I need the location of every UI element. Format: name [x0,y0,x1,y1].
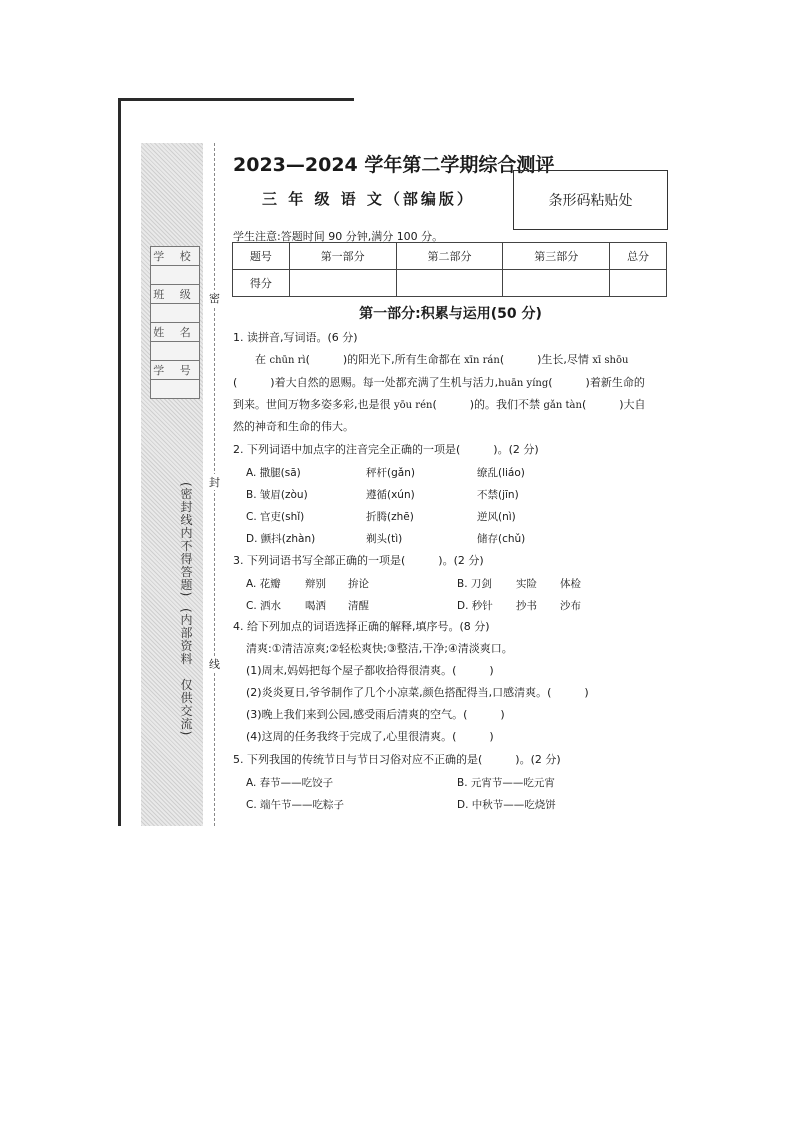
q1-line-4: 然的神奇和生命的伟大。 [233,420,354,433]
q2-prompt: 2. 下列词语中加点字的注音完全正确的一项是( )。(2 分) [233,443,539,456]
q4-item-3[interactable]: (3)晚上我们来到公园,感受雨后清爽的空气。( ) [246,708,505,721]
score-cell-total[interactable] [610,270,667,297]
q2-option-b-word: 不禁(jīn) [477,489,519,501]
q3-option-b[interactable]: B. 刀剑 [457,578,492,590]
school-label: 学 校 [151,247,200,266]
q4-item-4[interactable]: (4)这周的任务我终于完成了,心里很清爽。( ) [246,730,494,743]
q3-word: 实险 [516,578,537,590]
barcode-box [513,170,668,230]
internal-note: (内部资料 仅供交流) [179,608,193,737]
fold-char-line: 线 [209,658,220,671]
q5-option-b[interactable]: B. 元宵节——吃元宵 [457,777,555,789]
q1-line-3 [233,398,646,413]
pinyin: gǎn tàn [543,400,582,411]
q2-option-b[interactable]: B. 皱眉(zòu) [246,489,308,501]
q5-option-d[interactable]: D. 中秋节——吃烧饼 [457,799,556,811]
q1-prompt: 1. 读拼音,写词语。(6 分) [233,331,358,344]
student-id-field[interactable] [151,380,200,399]
q3-word: 喝洒 [305,600,326,612]
q2-option-a-word: 缭乱(liáo) [477,467,525,479]
q1-text: 到来。世间万物多姿多彩,也是很 [233,398,394,411]
name-label: 姓 名 [151,323,200,342]
name-field[interactable] [151,342,200,361]
q2-option-a[interactable]: A. 撒腿(sā) [246,467,301,479]
score-header-part1: 第一部分 [289,243,396,270]
exam-subtitle: 三 年 级 语 文（部编版） [262,190,475,208]
pinyin: chūn rì [269,355,306,366]
q4-definitions: 清爽:①清洁凉爽;②轻松爽快;③整洁,干净;④清淡爽口。 [246,642,513,655]
q1-blank-text[interactable]: ( )的阳光下,所有生命都在 [305,353,465,366]
q5-option-a[interactable]: A. 春节——吃饺子 [246,777,334,789]
score-row-label: 得分 [233,270,290,297]
score-header-part3: 第三部分 [503,243,610,270]
q4-item-1[interactable]: (1)周末,妈妈把每个屋子都收拾得很清爽。( ) [246,664,494,677]
score-cell-part3[interactable] [503,270,610,297]
q2-option-c-word: 折腾(zhē) [366,511,414,523]
q2-option-c-word: 逆风(nì) [477,511,516,523]
pinyin: xīn rán [464,355,500,366]
q3-option-d[interactable]: D. 秒针 [457,600,493,612]
q5-option-c[interactable]: C. 端午节——吃粽子 [246,799,345,811]
q1-blank-text[interactable]: ( )着新生命的 [548,376,645,389]
q3-prompt: 3. 下列词语书写全部正确的一项是( )。(2 分) [233,554,484,567]
q5-prompt: 5. 下列我国的传统节日与节日习俗对应不正确的是( )。(2 分) [233,753,561,766]
q3-word: 清醒 [348,600,369,612]
q2-option-d-word: 剃头(tì) [366,533,403,545]
q2-option-a-word: 秤杆(gǎn) [366,467,415,479]
q1-blank-text[interactable]: ( )大自 [581,398,646,411]
student-notice: 学生注意:答题时间 90 分钟,满分 100 分。 [233,230,444,243]
q1-blank-text[interactable]: ( )的。我们不禁 [432,398,544,411]
student-id-label: 学 号 [151,361,200,380]
q3-word: 体检 [560,578,581,590]
q2-option-d[interactable]: D. 颤抖(zhàn) [246,533,316,545]
q1-line-1 [255,353,628,368]
barcode-label: 条形码粘贴处 [548,193,633,209]
student-info-table [150,246,200,399]
pinyin: xī shōu [592,355,629,366]
score-cell-part1[interactable] [289,270,396,297]
score-cell-part2[interactable] [396,270,503,297]
q1-blank-text[interactable]: ( )生长,尽情 [499,353,593,366]
q3-word: 拚论 [348,578,369,590]
fold-char-close: 封 [209,476,220,489]
pinyin: yōu rén [394,400,433,411]
score-header-item: 题号 [233,243,290,270]
q2-option-c[interactable]: C. 官吏(shǐ) [246,511,305,523]
seal-note: (密封线内不得答题) [179,482,193,598]
class-field[interactable] [151,304,200,323]
q3-word: 抄书 [516,600,537,612]
q3-word: 辩别 [305,578,326,590]
scan-edge-top [118,98,354,101]
scan-edge-left [118,98,121,826]
q2-option-d-word: 储存(chǔ) [477,533,526,545]
q1-blank-text[interactable]: ( )着大自然的恩赐。每一处都充满了生机与活力, [233,376,499,389]
pinyin: huān yíng [498,378,549,389]
school-field[interactable] [151,266,200,285]
score-header-total: 总分 [610,243,667,270]
class-label: 班 级 [151,285,200,304]
q1-line-2 [233,376,645,391]
part1-heading: 第一部分:积累与运用(50 分) [359,306,542,322]
q3-word: 沙布 [560,600,581,612]
score-table [232,242,667,297]
q4-item-2[interactable]: (2)炎炎夏日,爷爷制作了几个小凉菜,颜色搭配得当,口感清爽。( ) [246,686,589,699]
q2-option-b-word: 遵循(xún) [366,489,415,501]
q3-option-c[interactable]: C. 洒水 [246,600,282,612]
q4-prompt: 4. 给下列加点的词语选择正确的解释,填序号。(8 分) [233,620,490,633]
q1-text: 在 [255,353,270,366]
score-header-part2: 第二部分 [396,243,503,270]
q3-option-a[interactable]: A. 花瓣 [246,578,281,590]
exam-title: 2023—2024 学年第二学期综合测评 [233,154,555,176]
fold-char-seal: 密 [209,292,220,305]
